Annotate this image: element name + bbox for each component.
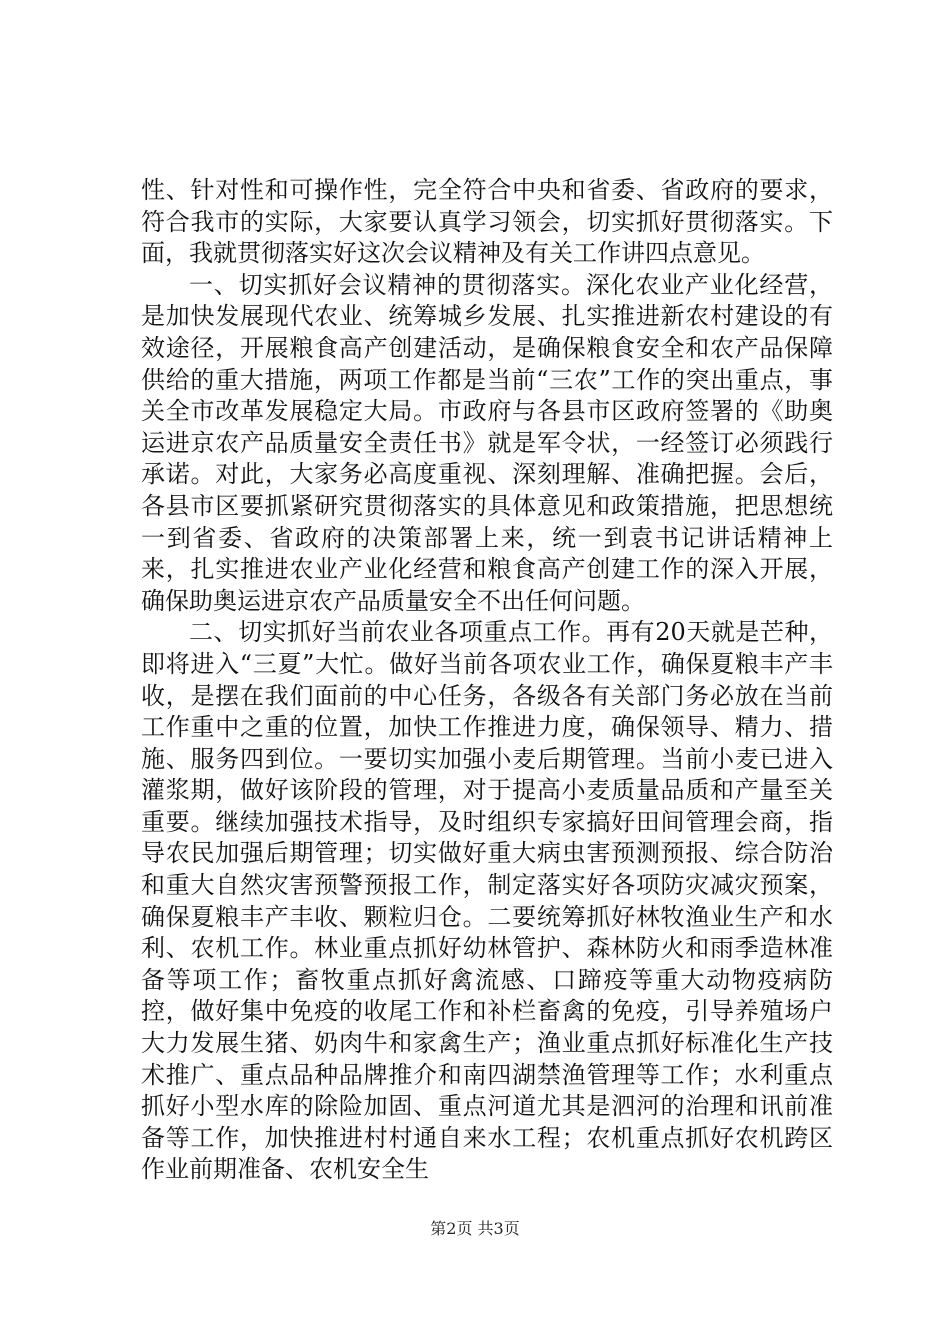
paragraph-section-two: 二、切实抓好当前农业各项重点工作。再有20天就是芒种，即将进入“三夏”大忙。做好当前各项农业工作，确保夏粮丰产丰收，是摆在我们面前的中心任务，各级各有关部门务必放在当前工作重中之重的位置，加快工作推进力度，确保领导、精力、措施、服务四到位。一要切实加强小麦后期管理。当前小麦已进入灌浆期，做好该阶段的管理，对于提高小麦质量品质和产量至关重要。继续加强技术指导，及时组织专家搞好田间管理会商，指导农民加强后期管理；切实做好重大病虫害预测预报、综合防治和重大自然灾害预警预报工作，制定落实好各项防灾减灾预案，确保夏粮丰产丰收、颗粒归仓。二要统筹抓好林牧渔业生产和水利、农机工作。林业重点抓好幼林管护、森林防火和雨季造林准备等项工作；畜牧重点抓好禽流感、口蹄疫等重大动物疫病防控，做好集中免疫的收尾工作和补栏畜禽的免疫，引导养殖场户大力发展生猪、奶肉牛和家禽生产；渔业重点抓好标准化生产技术推广、重点品种品牌推介和南四湖禁渔管理等工作；水利重点抓好小型水库的除险加固、重点河道尤其是泗河的治理和讯前准备等工作，加快推进村村通自来水工程；农机重点抓好农机跨区作业前期准备、农机安全生 [141, 618, 833, 1184]
page-footer: 第2页 共3页 [430, 1219, 520, 1238]
document-body [141, 175, 833, 1186]
paragraph-section-one: 一、切实抓好会议精神的贯彻落实。深化农业产业化经营，是加快发展现代农业、统筹城乡发展、扎实推进新农村建设的有效途径，开展粮食高产创建活动，是确保粮食安全和农产品保障供给的重大措施，两项工作都是当前“三农”工作的突出重点，事关全市改革发展稳定大局。市政府与各县市区政府签署的《助奥运进京农产品质量安全责任书》就是军令状，一经签订必须践行承诺。对此，大家务必高度重视、深刻理解、准确把握。会后，各县市区要抓紧研究贯彻落实的具体意见和政策措施，把思想统一到省委、省政府的决策部署上来，统一到袁书记讲话精神上来，扎实推进农业产业化经营和粮食高产创建工作的深入开展，确保助奥运进京农产品质量安全不出任何问题。 [141, 270, 833, 615]
paragraph-continuation: 性、针对性和可操作性，完全符合中央和省委、省政府的要求，符合我市的实际，大家要认真学习领会，切实抓好贯彻落实。下面，我就贯彻落实好这次会议精神及有关工作讲四点意见。 [141, 176, 833, 268]
